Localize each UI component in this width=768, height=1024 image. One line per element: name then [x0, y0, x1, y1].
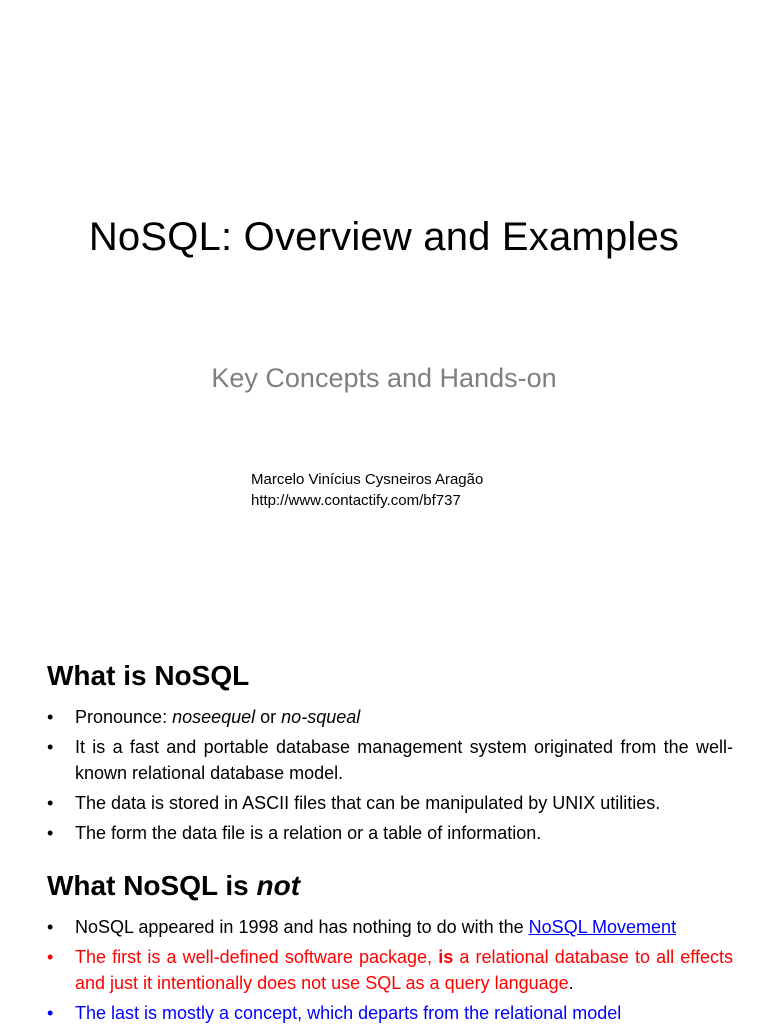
bullet-list-what-is [47, 704, 733, 850]
slide-title: NoSQL: Overview and Examples [88, 215, 680, 259]
bullet-text: or [255, 707, 282, 727]
author-url: http://www.contactify.com/bf737 [251, 492, 461, 509]
list-item [47, 790, 733, 816]
list-item [47, 944, 733, 996]
bullet-list-what-is-not [47, 914, 733, 1024]
bullet-icon: • [47, 1003, 54, 1023]
heading-text-emphasis: not [256, 870, 301, 901]
author-name: Marcelo Vinícius Cysneiros Aragão [251, 471, 484, 488]
bullet-text-emphasis: noseequel [172, 707, 256, 727]
bullet-text: a relational database to all effects and just it intentionally does not use SQL as a query language [75, 947, 733, 993]
bullet-icon: • [47, 947, 54, 967]
list-item [47, 734, 733, 786]
bullet-text: It is a fast and portable database management system originated from the well-known relational database model. [75, 737, 733, 783]
content-slide [0, 640, 768, 1024]
nosql-movement-link[interactable]: NoSQL Movement [528, 917, 677, 937]
list-item [47, 704, 733, 730]
bullet-text: NoSQL appeared in 1998 and has nothing to do with the [75, 917, 529, 937]
heading-what-nosql-is-not [47, 870, 300, 902]
bullet-icon: • [47, 793, 54, 813]
bullet-text-period: . [568, 973, 574, 993]
author-block [251, 469, 483, 511]
bullet-text: Pronounce: [75, 707, 173, 727]
bullet-text: The data is stored in ASCII files that can be manipulated by UNIX utilities. [75, 793, 661, 813]
bullet-text: The last is mostly a concept, which departs from the relational model [75, 1003, 622, 1023]
heading-what-is-nosql: What is NoSQL [47, 660, 250, 691]
bullet-icon: • [47, 707, 54, 727]
bullet-icon: • [47, 823, 54, 843]
bullet-text-bold: is [438, 947, 454, 967]
list-item [47, 820, 733, 846]
bullet-text: The first is a well-defined software package, [75, 947, 439, 967]
bullet-icon: • [47, 917, 54, 937]
slide-subtitle: Key Concepts and Hands-on [211, 363, 557, 393]
heading-text: What NoSQL is [47, 870, 257, 901]
list-item [47, 914, 733, 940]
list-item [47, 1000, 733, 1024]
bullet-icon: • [47, 737, 54, 757]
bullet-text: The form the data file is a relation or a table of information. [75, 823, 542, 843]
bullet-text-emphasis: no-squeal [281, 707, 361, 727]
